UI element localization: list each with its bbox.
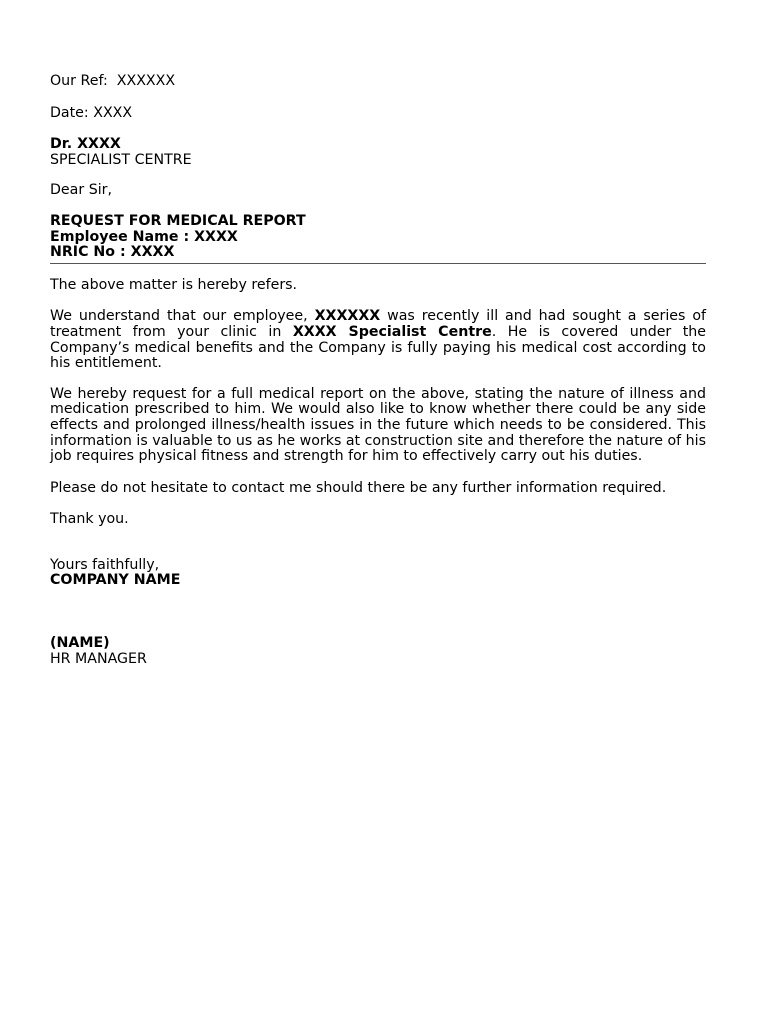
p2-employee: XXXXXX	[314, 308, 381, 325]
nric-line	[50, 245, 706, 261]
employee-name-line	[50, 230, 706, 246]
recipient-organization: SPECIALIST CENTRE	[50, 151, 192, 168]
date-line	[50, 106, 706, 122]
date-label: Date:	[50, 104, 89, 121]
date-value: XXXX	[93, 104, 133, 121]
signatory-name: (NAME)	[50, 635, 110, 652]
p2-text-1: We understand that our employee,	[50, 308, 308, 325]
employee-name-value: XXXX	[194, 228, 238, 245]
subject-block	[50, 214, 706, 264]
subject-divider	[50, 263, 706, 264]
our-ref-label: Our Ref:	[50, 73, 108, 89]
subject-title: REQUEST FOR MEDICAL REPORT	[50, 212, 306, 229]
company-name: COMPANY NAME	[50, 572, 181, 589]
our-ref-line	[50, 74, 706, 90]
salutation: Dear Sir,	[50, 182, 112, 199]
p2-text-3: . He is covered under the Company’s medical benefits and the Company is fully paying his medical cost according to his entitlement.	[50, 323, 707, 372]
recipient-block	[50, 137, 706, 168]
signatory-title: HR MANAGER	[50, 650, 147, 667]
paragraph-4: Please do not hesitate to contact me should there be any further information required.	[50, 479, 667, 496]
closing-block	[50, 558, 706, 589]
our-ref-value: XXXXXX	[116, 73, 176, 89]
signatory-block	[50, 636, 706, 667]
paragraph-3: We hereby request for a full medical report on the above, stating the nature of illness and medication prescribed to him. We would also like to know whether there could be any side effects and prolonged illness/health issues in the future which needs to be considered. This information is valuable to us as he works at construction site and therefore the nature of his job requires physical fitness and strength for him to effectively carry out his duties.	[50, 385, 706, 465]
p2-text-2: was recently ill and had sought a series of treatment from your clinic in	[50, 308, 707, 340]
nric-label: NRIC No :	[50, 244, 126, 261]
paragraph-2	[50, 309, 706, 371]
paragraph-5: Thank you.	[50, 511, 129, 528]
employee-name-label: Employee Name :	[50, 228, 190, 245]
paragraph-1: The above matter is hereby refers.	[50, 276, 298, 293]
p2-clinic: XXXX Specialist Centre	[292, 323, 492, 340]
letter	[50, 66, 706, 667]
sign-off: Yours faithfully,	[50, 556, 160, 573]
nric-value: XXXX	[130, 244, 175, 261]
recipient-name: Dr. XXXX	[50, 136, 121, 153]
